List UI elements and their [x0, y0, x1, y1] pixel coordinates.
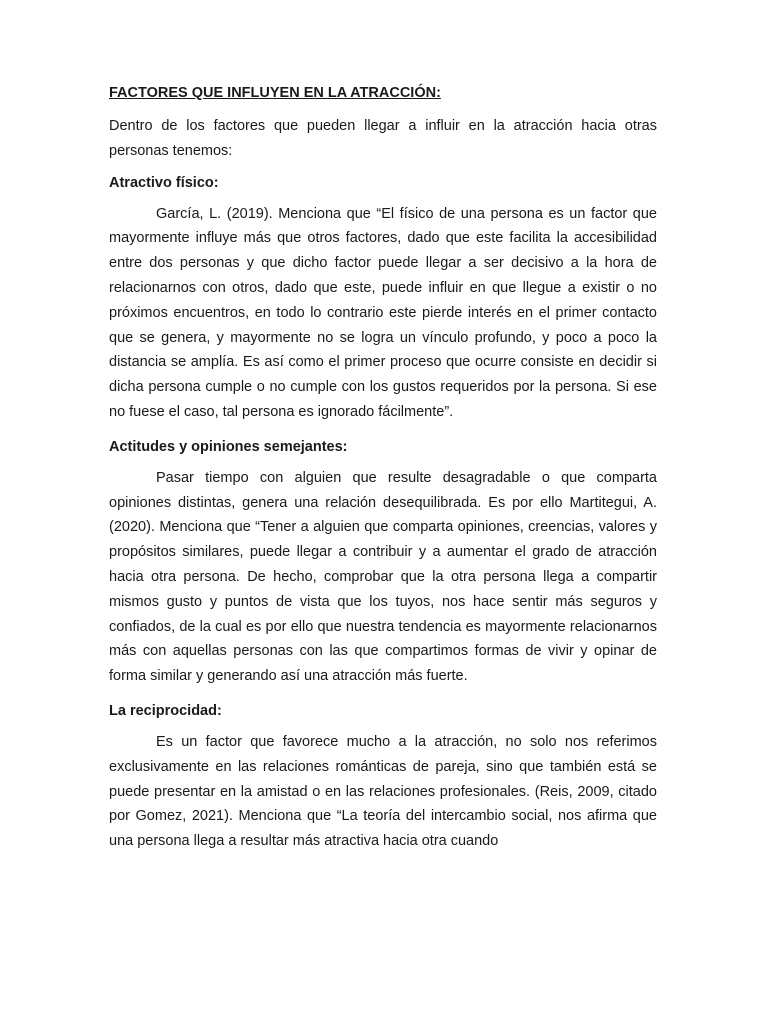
section-body-atractivo-fisico: García, L. (2019). Menciona que “El físico de una persona es un factor que mayormente influye más que otros factores, dado que este facilita la accesibilidad entre dos personas y que dicho factor puede llegar a ser decisivo a la hora de relacionarnos con otros, dado que este, puede influir en que llegue a existir o no próximos encuentros, en todo lo contrario este pierde interés en el primer contacto que se genera, y mayormente no se logra un vínculo profundo, y poco a poco la distancia se amplía. Es así como el primer proceso que ocurre consiste en decidir si dicha persona cumple o no cumple con los gustos requeridos por la persona. Si ese no fuese el caso, tal persona es ignorado fácilmente”. [109, 205, 657, 420]
section-heading-actitudes-opiniones: Actitudes y opiniones semejantes: [109, 438, 348, 455]
section-body-reciprocidad: Es un factor que favorece mucho a la atracción, no solo nos referimos exclusivamente en las relaciones románticas de pareja, sino que también está se puede presentar en la amistad o en las relaciones profesionales. (Reis, 2009, citado por Gomez, 2021). Menciona que “La teoría del intercambio social, nos afirma que una persona llega a resultar más atractiva hacia otra cuando [109, 733, 657, 850]
section-heading-atractivo-fisico: Atractivo físico: [109, 174, 219, 191]
intro-paragraph: Dentro de los factores que pueden llegar a influir en la atracción hacia otras personas tenemos: [109, 118, 657, 159]
document-page [109, 80, 657, 854]
section-heading-reciprocidad: La reciprocidad: [109, 702, 222, 719]
document-title: FACTORES QUE INFLUYEN EN LA ATRACCIÓN: [109, 85, 441, 101]
section-body-actitudes-opiniones: Pasar tiempo con alguien que resulte desagradable o que comparta opiniones distintas, genera una relación desequilibrada. Es por ello Martitegui, A. (2020). Menciona que “Tener a alguien que comparta opiniones, creencias, valores y propósitos similares, puede llegar a contribuir y a aumentar el grado de atracción hacia otra persona. De hecho, comprobar que la otra persona llega a compartir mismos gusto y puntos de vista que los tuyos, nos hace sentir más seguros y confiados, de la cual es por ello que nuestra tendencia es mayormente relacionarnos más con aquellas personas con las que compartimos formas de vivir y opinar de forma similar y generando así una atracción más fuerte. [109, 469, 657, 685]
